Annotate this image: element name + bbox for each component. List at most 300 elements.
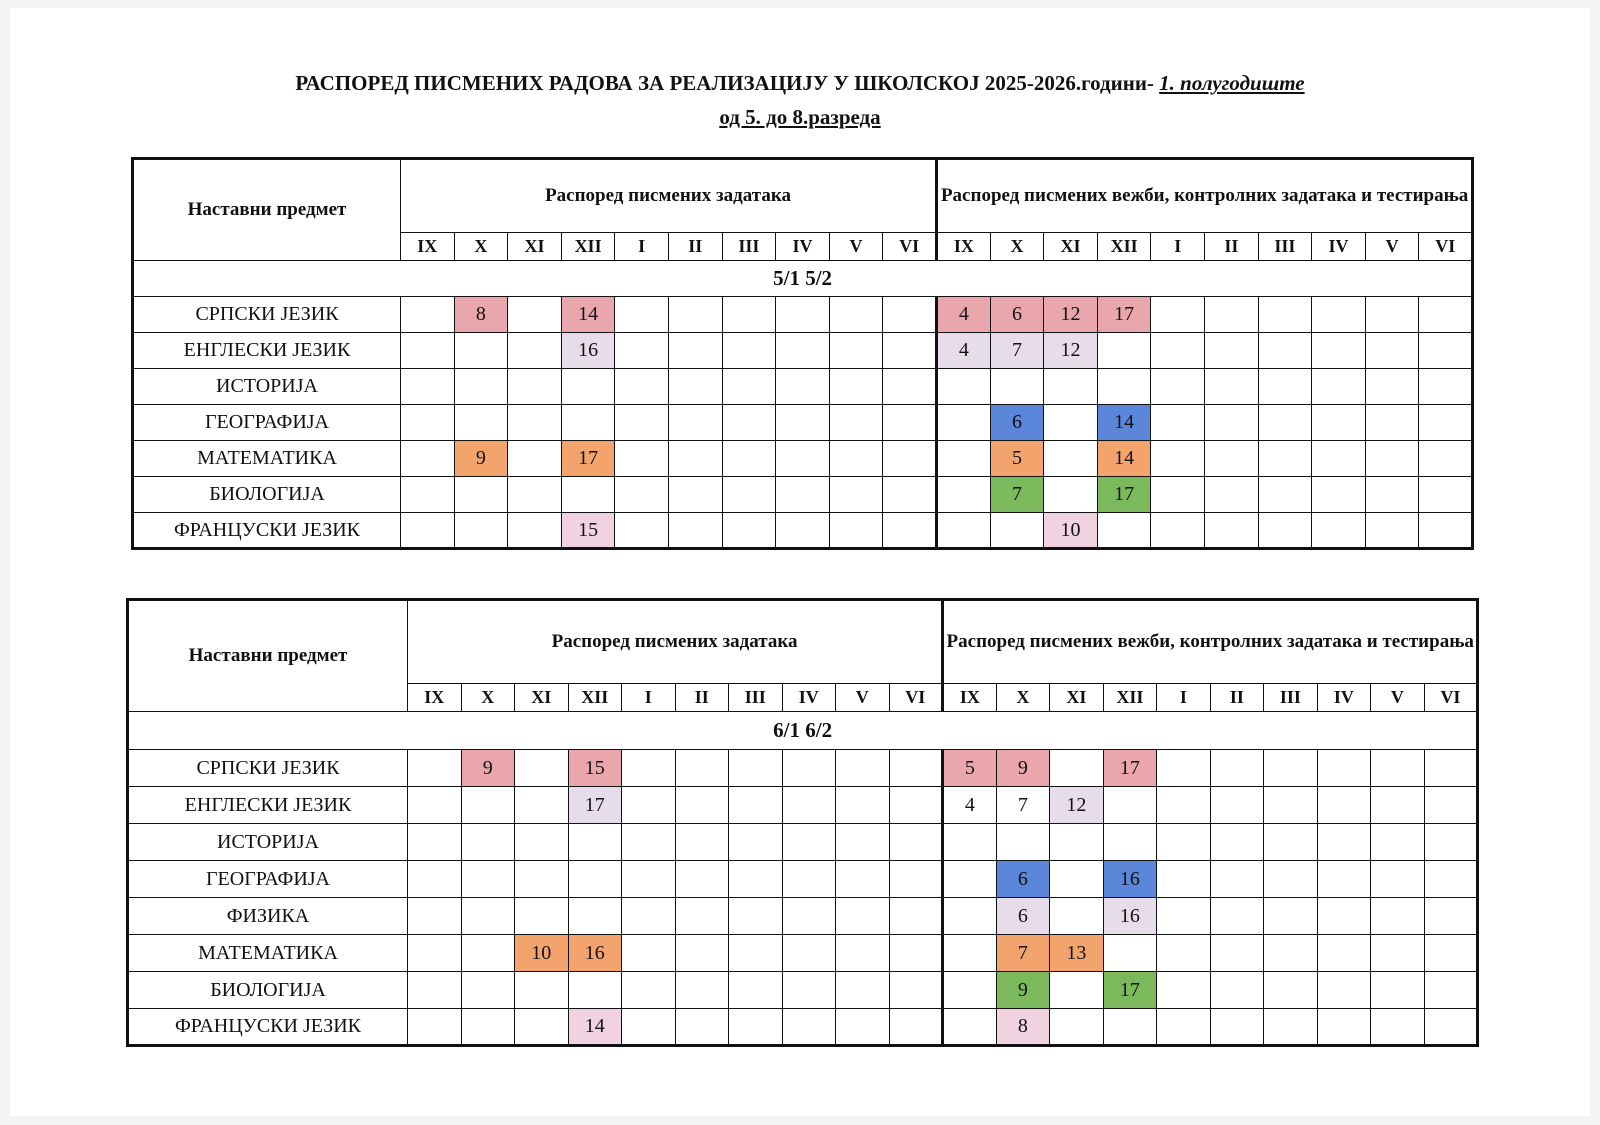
exercise-cell: [1419, 441, 1473, 477]
exercise-cell: 4: [943, 787, 997, 824]
written-task-cell: [622, 861, 676, 898]
month-header: XII: [1097, 233, 1151, 261]
written-task-cell: [829, 297, 883, 333]
exercise-cell: [1210, 898, 1264, 935]
class-label: 5/1 5/2: [133, 261, 1473, 297]
exercise-cell: 6: [990, 405, 1044, 441]
month-header: I: [1157, 684, 1211, 712]
exercise-cell: [1264, 787, 1318, 824]
written-task-cell: [515, 1009, 569, 1046]
header-subject: Наставни предмет: [128, 600, 408, 712]
written-task-cell: [508, 297, 562, 333]
exercise-cell: [1424, 824, 1478, 861]
written-task-cell: [829, 513, 883, 549]
table-row: [128, 787, 1478, 824]
written-task-cell: [615, 477, 669, 513]
table-row: [128, 935, 1478, 972]
written-task-cell: [515, 824, 569, 861]
written-task-cell: [782, 898, 836, 935]
exercise-cell: [1365, 477, 1419, 513]
exercise-cell: [1157, 824, 1211, 861]
written-task-cell: [508, 441, 562, 477]
written-task-cell: [408, 750, 462, 787]
written-task-cell: [461, 935, 515, 972]
exercise-cell: [1317, 824, 1371, 861]
written-task-cell: [836, 898, 890, 935]
written-task-cell: [776, 405, 830, 441]
written-task-cell: [675, 935, 729, 972]
exercise-cell: [1097, 513, 1151, 549]
table-row: [133, 369, 1473, 405]
exercise-cell: 14: [1097, 405, 1151, 441]
written-task-cell: [722, 405, 776, 441]
written-task-cell: [668, 441, 722, 477]
month-header: III: [1264, 684, 1318, 712]
month-header: XI: [1050, 684, 1104, 712]
written-task-cell: [401, 513, 455, 549]
exercise-cell: [1365, 405, 1419, 441]
subject-name: БИОЛОГИЈА: [133, 477, 401, 513]
written-task-cell: [776, 333, 830, 369]
written-task-cell: [461, 861, 515, 898]
written-task-cell: [561, 477, 615, 513]
month-header: III: [729, 684, 783, 712]
written-task-cell: [675, 972, 729, 1009]
month-header: IX: [943, 684, 997, 712]
written-task-cell: [401, 405, 455, 441]
subject-name: ИСТОРИЈА: [128, 824, 408, 861]
written-task-cell: [515, 972, 569, 1009]
written-task-cell: [729, 750, 783, 787]
written-task-cell: 16: [561, 333, 615, 369]
written-task-cell: [408, 861, 462, 898]
written-task-cell: [508, 333, 562, 369]
written-task-cell: [836, 824, 890, 861]
exercise-cell: [1371, 824, 1425, 861]
exercise-cell: 16: [1103, 861, 1157, 898]
written-task-cell: [722, 513, 776, 549]
month-header: XI: [515, 684, 569, 712]
written-task-cell: [776, 369, 830, 405]
header-written-tasks: Распоред писмених задатака: [401, 159, 937, 233]
exercise-cell: [1205, 333, 1259, 369]
written-task-cell: [829, 477, 883, 513]
exercise-cell: [1419, 405, 1473, 441]
exercise-cell: [1157, 750, 1211, 787]
month-header: V: [1365, 233, 1419, 261]
written-task-cell: [622, 1009, 676, 1046]
written-task-cell: [729, 1009, 783, 1046]
exercise-cell: [1044, 477, 1098, 513]
exercise-cell: 16: [1103, 898, 1157, 935]
exercise-cell: [1312, 441, 1366, 477]
exercise-cell: [1424, 935, 1478, 972]
exercise-cell: [1371, 787, 1425, 824]
exercise-cell: [1205, 513, 1259, 549]
written-task-cell: [829, 441, 883, 477]
exercise-cell: [1365, 369, 1419, 405]
written-task-cell: [782, 787, 836, 824]
written-task-cell: [454, 333, 508, 369]
exercise-cell: [1157, 972, 1211, 1009]
written-task-cell: [675, 898, 729, 935]
header-exercises: Распоред писмених вежби, контролних задатака и тестирања: [943, 600, 1478, 684]
month-header: V: [829, 233, 883, 261]
exercise-cell: [1103, 1009, 1157, 1046]
schedule-table-5th-grade: [131, 157, 1474, 550]
written-task-cell: [889, 750, 943, 787]
exercise-cell: [1151, 297, 1205, 333]
written-task-cell: [508, 477, 562, 513]
subject-name: ФИЗИКА: [128, 898, 408, 935]
exercise-cell: [1312, 369, 1366, 405]
exercise-cell: [1151, 513, 1205, 549]
written-task-cell: [729, 935, 783, 972]
header-subject: Наставни предмет: [133, 159, 401, 261]
exercise-cell: [1205, 369, 1259, 405]
exercise-cell: [1157, 898, 1211, 935]
written-task-cell: [508, 405, 562, 441]
written-task-cell: [615, 333, 669, 369]
written-task-cell: [461, 898, 515, 935]
written-task-cell: [889, 935, 943, 972]
exercise-cell: 7: [996, 935, 1050, 972]
exercise-cell: [1317, 935, 1371, 972]
exercise-cell: [937, 441, 991, 477]
written-task-cell: [668, 333, 722, 369]
written-task-cell: [675, 1009, 729, 1046]
exercise-cell: 9: [996, 972, 1050, 1009]
exercise-cell: [1264, 935, 1318, 972]
written-task-cell: [889, 824, 943, 861]
written-task-cell: [722, 333, 776, 369]
exercise-cell: [1264, 861, 1318, 898]
exercise-cell: [1097, 369, 1151, 405]
written-task-cell: [668, 513, 722, 549]
exercise-cell: 5: [990, 441, 1044, 477]
written-task-cell: [401, 297, 455, 333]
exercise-cell: [943, 898, 997, 935]
subject-name: ФРАНЦУСКИ ЈЕЗИК: [128, 1009, 408, 1046]
exercise-cell: [1050, 972, 1104, 1009]
exercise-cell: [1050, 1009, 1104, 1046]
exercise-cell: 5: [943, 750, 997, 787]
exercise-cell: [1365, 441, 1419, 477]
exercise-cell: [943, 1009, 997, 1046]
written-task-cell: [829, 405, 883, 441]
month-header: XI: [508, 233, 562, 261]
written-task-cell: [729, 787, 783, 824]
title-main: РАСПОРЕД ПИСМЕНИХ РАДОВА ЗА РЕАЛИЗАЦИЈУ У ШКОЛСКОЈ 2025-2026.години-: [295, 71, 1154, 95]
written-task-cell: [515, 861, 569, 898]
written-task-cell: [722, 369, 776, 405]
exercise-cell: [1210, 935, 1264, 972]
written-task-cell: [461, 1009, 515, 1046]
written-task-cell: [568, 824, 622, 861]
exercise-cell: [1419, 369, 1473, 405]
written-task-cell: 9: [454, 441, 508, 477]
exercise-cell: [1151, 333, 1205, 369]
written-task-cell: [401, 477, 455, 513]
written-task-cell: [883, 513, 937, 549]
written-task-cell: [782, 972, 836, 1009]
written-task-cell: [408, 898, 462, 935]
subject-name: СРПСКИ ЈЕЗИК: [133, 297, 401, 333]
exercise-cell: [943, 824, 997, 861]
month-header: IX: [408, 684, 462, 712]
written-task-cell: [836, 935, 890, 972]
exercise-cell: [1050, 861, 1104, 898]
exercise-cell: [937, 477, 991, 513]
exercise-cell: [1205, 297, 1259, 333]
month-header: XI: [1044, 233, 1098, 261]
exercise-cell: [1264, 824, 1318, 861]
exercise-cell: 9: [996, 750, 1050, 787]
exercise-cell: [1258, 477, 1312, 513]
document-title: [0, 70, 1600, 130]
month-header: II: [668, 233, 722, 261]
exercise-cell: [1210, 972, 1264, 1009]
exercise-cell: [1151, 477, 1205, 513]
exercise-cell: [1264, 750, 1318, 787]
table-row: [133, 333, 1473, 369]
exercise-cell: [1424, 861, 1478, 898]
written-task-cell: [668, 297, 722, 333]
written-task-cell: [782, 750, 836, 787]
subject-name: ФРАНЦУСКИ ЈЕЗИК: [133, 513, 401, 549]
exercise-cell: 7: [990, 477, 1044, 513]
written-task-cell: 15: [568, 750, 622, 787]
exercise-cell: [1317, 1009, 1371, 1046]
table-row: [133, 297, 1473, 333]
exercise-cell: [1312, 477, 1366, 513]
exercise-cell: [1365, 513, 1419, 549]
month-header: II: [1205, 233, 1259, 261]
exercise-cell: 6: [996, 898, 1050, 935]
exercise-cell: 17: [1097, 477, 1151, 513]
written-task-cell: [408, 972, 462, 1009]
month-header: V: [1371, 684, 1425, 712]
written-task-cell: [568, 972, 622, 1009]
month-header: I: [615, 233, 669, 261]
exercise-cell: [1312, 405, 1366, 441]
schedule-table-6th-grade: [126, 598, 1479, 1047]
exercise-cell: [1205, 405, 1259, 441]
month-header: X: [461, 684, 515, 712]
written-task-cell: [729, 824, 783, 861]
exercise-cell: 6: [990, 297, 1044, 333]
written-task-cell: [454, 513, 508, 549]
exercise-cell: [1103, 935, 1157, 972]
written-task-cell: [622, 972, 676, 1009]
exercise-cell: [1371, 898, 1425, 935]
exercise-cell: [1258, 441, 1312, 477]
exercise-cell: [1264, 1009, 1318, 1046]
written-task-cell: [883, 441, 937, 477]
exercise-cell: [937, 513, 991, 549]
exercise-cell: [1044, 441, 1098, 477]
exercise-cell: [1312, 297, 1366, 333]
written-task-cell: [729, 972, 783, 1009]
written-task-cell: [622, 824, 676, 861]
exercise-cell: [1210, 861, 1264, 898]
written-task-cell: [454, 477, 508, 513]
exercise-cell: [1157, 1009, 1211, 1046]
exercise-cell: 12: [1044, 333, 1098, 369]
subject-name: ЕНГЛЕСКИ ЈЕЗИК: [128, 787, 408, 824]
exercise-cell: [1210, 824, 1264, 861]
exercise-cell: 13: [1050, 935, 1104, 972]
header-exercises: Распоред писмених вежби, контролних задатака и тестирања: [937, 159, 1473, 233]
written-task-cell: 17: [568, 787, 622, 824]
exercise-cell: [1365, 333, 1419, 369]
written-task-cell: [615, 513, 669, 549]
subject-name: БИОЛОГИЈА: [128, 972, 408, 1009]
exercise-cell: [1210, 750, 1264, 787]
exercise-cell: [1157, 861, 1211, 898]
written-task-cell: [889, 787, 943, 824]
exercise-cell: [943, 935, 997, 972]
written-task-cell: [782, 935, 836, 972]
exercise-cell: [1317, 787, 1371, 824]
table-row: [128, 972, 1478, 1009]
exercise-cell: 17: [1103, 750, 1157, 787]
month-header: VI: [1419, 233, 1473, 261]
written-task-cell: [776, 441, 830, 477]
month-header: VI: [889, 684, 943, 712]
written-task-cell: [561, 369, 615, 405]
exercise-cell: [1258, 297, 1312, 333]
exercise-cell: [1371, 935, 1425, 972]
month-header: IX: [401, 233, 455, 261]
table-row: [128, 750, 1478, 787]
written-task-cell: [883, 297, 937, 333]
exercise-cell: [943, 861, 997, 898]
exercise-cell: [1157, 935, 1211, 972]
written-task-cell: [508, 513, 562, 549]
written-task-cell: [622, 898, 676, 935]
exercise-cell: [1424, 750, 1478, 787]
exercise-cell: [1371, 1009, 1425, 1046]
written-task-cell: [668, 369, 722, 405]
written-task-cell: [615, 369, 669, 405]
exercise-cell: [937, 369, 991, 405]
subject-name: ГЕОГРАФИЈА: [133, 405, 401, 441]
exercise-cell: [1258, 513, 1312, 549]
month-header: I: [622, 684, 676, 712]
written-task-cell: [408, 787, 462, 824]
month-header: IV: [782, 684, 836, 712]
written-task-cell: 10: [515, 935, 569, 972]
table-row: [128, 861, 1478, 898]
exercise-cell: [1419, 513, 1473, 549]
title-term: 1. полугодиште: [1159, 71, 1305, 95]
exercise-cell: [1050, 824, 1104, 861]
written-task-cell: [461, 824, 515, 861]
written-task-cell: [622, 935, 676, 972]
written-task-cell: 17: [561, 441, 615, 477]
month-header: I: [1151, 233, 1205, 261]
month-header: X: [454, 233, 508, 261]
written-task-cell: [408, 1009, 462, 1046]
month-header: XII: [1103, 684, 1157, 712]
subject-name: СРПСКИ ЈЕЗИК: [128, 750, 408, 787]
header-written-tasks: Распоред писмених задатака: [408, 600, 943, 684]
subject-name: ЕНГЛЕСКИ ЈЕЗИК: [133, 333, 401, 369]
exercise-cell: [943, 972, 997, 1009]
exercise-cell: [1151, 405, 1205, 441]
written-task-cell: [675, 750, 729, 787]
month-header: XII: [568, 684, 622, 712]
exercise-cell: 6: [996, 861, 1050, 898]
written-task-cell: [508, 369, 562, 405]
exercise-cell: 14: [1097, 441, 1151, 477]
exercise-cell: [1210, 1009, 1264, 1046]
exercise-cell: 12: [1050, 787, 1104, 824]
written-task-cell: [729, 861, 783, 898]
written-task-cell: [622, 750, 676, 787]
exercise-cell: 4: [937, 333, 991, 369]
exercise-cell: [996, 824, 1050, 861]
month-header: IV: [1317, 684, 1371, 712]
written-task-cell: [722, 477, 776, 513]
written-task-cell: [668, 477, 722, 513]
exercise-cell: [1103, 787, 1157, 824]
month-header: II: [1210, 684, 1264, 712]
month-header: III: [722, 233, 776, 261]
exercise-cell: 7: [996, 787, 1050, 824]
exercise-cell: [990, 369, 1044, 405]
exercise-cell: [1424, 972, 1478, 1009]
written-task-cell: [836, 750, 890, 787]
written-task-cell: [782, 824, 836, 861]
exercise-cell: [1050, 750, 1104, 787]
written-task-cell: [401, 369, 455, 405]
exercise-cell: [1103, 824, 1157, 861]
exercise-cell: [1317, 898, 1371, 935]
exercise-cell: [1419, 477, 1473, 513]
exercise-cell: [1424, 1009, 1478, 1046]
month-header: X: [996, 684, 1050, 712]
written-task-cell: [408, 935, 462, 972]
written-task-cell: 8: [454, 297, 508, 333]
month-header: IX: [937, 233, 991, 261]
written-task-cell: [675, 787, 729, 824]
written-task-cell: [568, 898, 622, 935]
class-label: 6/1 6/2: [128, 712, 1478, 750]
exercise-cell: [937, 405, 991, 441]
written-task-cell: [829, 333, 883, 369]
table-row: [133, 513, 1473, 549]
written-task-cell: [836, 972, 890, 1009]
exercise-cell: 8: [996, 1009, 1050, 1046]
exercise-cell: [1210, 787, 1264, 824]
subject-name: МАТЕМАТИКА: [133, 441, 401, 477]
written-task-cell: [515, 898, 569, 935]
month-header: XII: [561, 233, 615, 261]
written-task-cell: [675, 861, 729, 898]
subject-name: ГЕОГРАФИЈА: [128, 861, 408, 898]
exercise-cell: [1258, 333, 1312, 369]
written-task-cell: 9: [461, 750, 515, 787]
written-task-cell: [622, 787, 676, 824]
title-grades: од 5. до 8.разреда: [719, 105, 881, 129]
exercise-cell: 17: [1097, 297, 1151, 333]
exercise-cell: [1264, 898, 1318, 935]
exercise-cell: [1264, 972, 1318, 1009]
written-task-cell: [829, 369, 883, 405]
written-task-cell: 15: [561, 513, 615, 549]
